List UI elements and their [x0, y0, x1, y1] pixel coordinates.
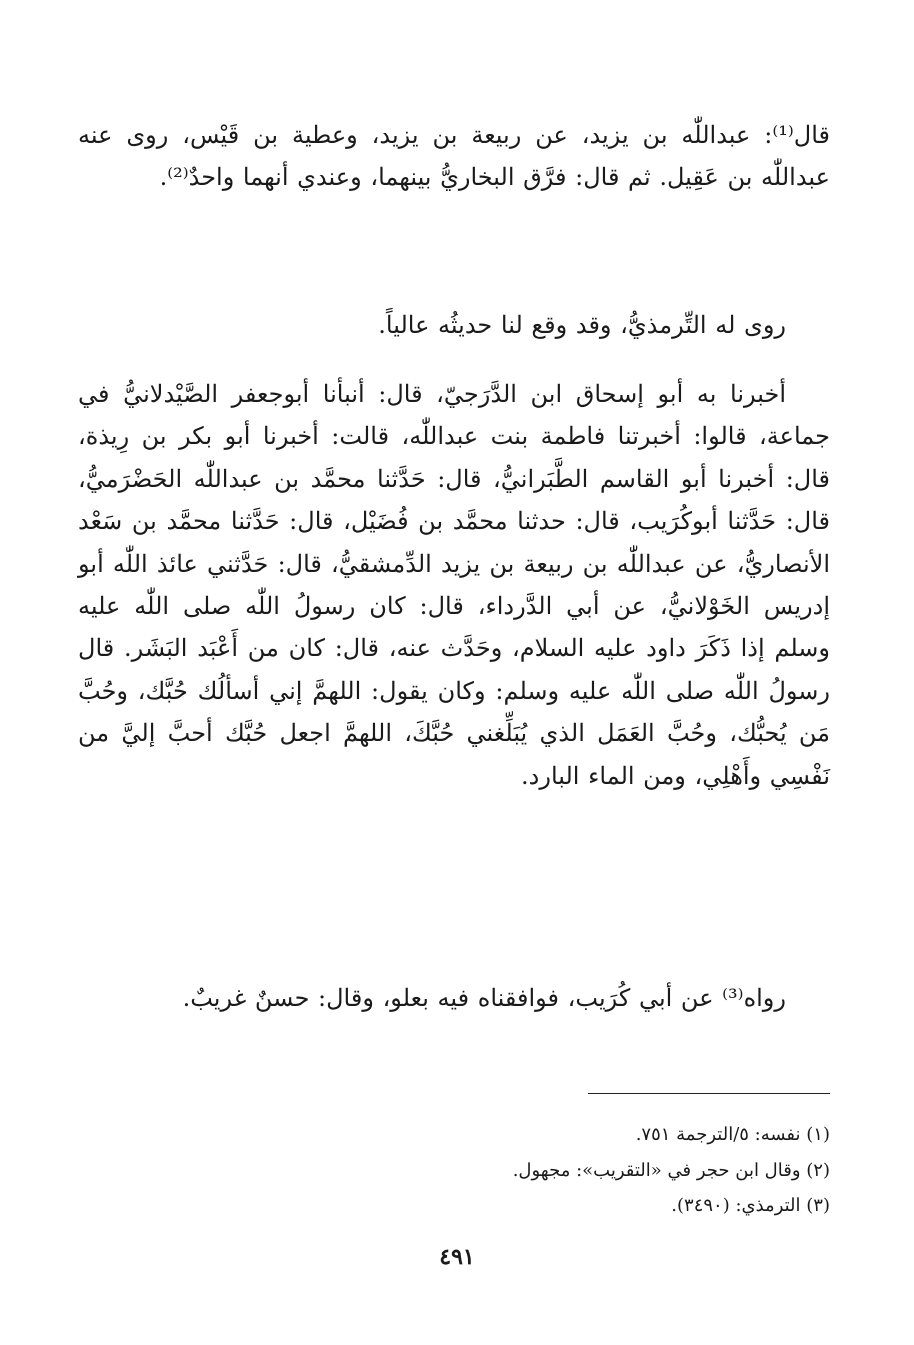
paragraph-text: روى له التِّرمذيُّ، وقد وقع لنا حديثُه عالياً.: [378, 311, 786, 339]
footnote-3: (٣) الترمذي: (٣٤٩٠).: [671, 1195, 830, 1216]
paragraph-text: قال⁽¹⁾: عبداللّٰه بن يزيد، عن ربيعة بن يزيد، وعطية بن قَيْس، روى عنه عبداللّٰه بن عَقِيل. ثم قال: فرَّق البخاريُّ بينهما، وعندي أنهما واحدٌ⁽²⁾.: [78, 121, 830, 192]
body-paragraph-1: [78, 114, 830, 199]
body-paragraph-4: [78, 977, 830, 1019]
paragraph-text: أخبرنا به أبو إسحاق ابن الدَّرَجيّ، قال: أنبأنا أبوجعفر الصَّيْدلانيُّ في جماعة، قالوا: أخبرتنا فاطمة بنت عبداللّٰه، قالت: أخبرنا أبو بكر بن رِيذة، قال: أخبرنا أبو القاسم الطَّبَرانيُّ، قال: حَدَّثنا محمَّد بن عبداللّٰه الحَضْرَميُّ، قال: حَدَّثنا أبوكُرَيب، قال: حدثنا محمَّد بن فُضَيْل، قال: حَدَّثنا محمَّد بن سَعْد الأنصاريُّ، عن عبداللّٰه بن ربيعة بن يزيد الدِّمشقيُّ، قال: حَدَّثني عائذ اللّٰه أبو إدريس الخَوْلانيُّ، عن أبي الدَّرداء، قال: كان رسولُ اللّٰه صلى اللّٰه عليه وسلم إذا ذَكَرَ داود عليه السلام، وحَدَّث عنه، قال: كان من أَعْبَد البَشَر. قال رسولُ اللّٰه صلى اللّٰه عليه وسلم: وكان يقول: اللهمَّ إني أسألُك حُبَّك، وحُبَّ مَن يُحبُّك، وحُبَّ العَمَل الذي يُبَلِّغني حُبَّكَ، اللهمَّ اجعل حُبَّك أحبَّ إليَّ من نَفْسِي وأَهْلِي، ومن الماء البارد.: [78, 380, 831, 790]
paragraph-text: رواه⁽³⁾ عن أبي كُرَيب، فوافقناه فيه بعلو، وقال: حسنٌ غريبٌ.: [182, 984, 786, 1012]
page-number: ٤٩١: [439, 1244, 475, 1270]
footnote-separator: [588, 1093, 830, 1094]
footnote-2: (٢) وقال ابن حجر في «التقريب»: مجهول.: [512, 1160, 830, 1181]
body-paragraph-2: [78, 304, 830, 346]
footnote-1: (١) نفسه: ٥/الترجمة ٧٥١.: [635, 1124, 830, 1145]
body-paragraph-3: [78, 373, 830, 797]
